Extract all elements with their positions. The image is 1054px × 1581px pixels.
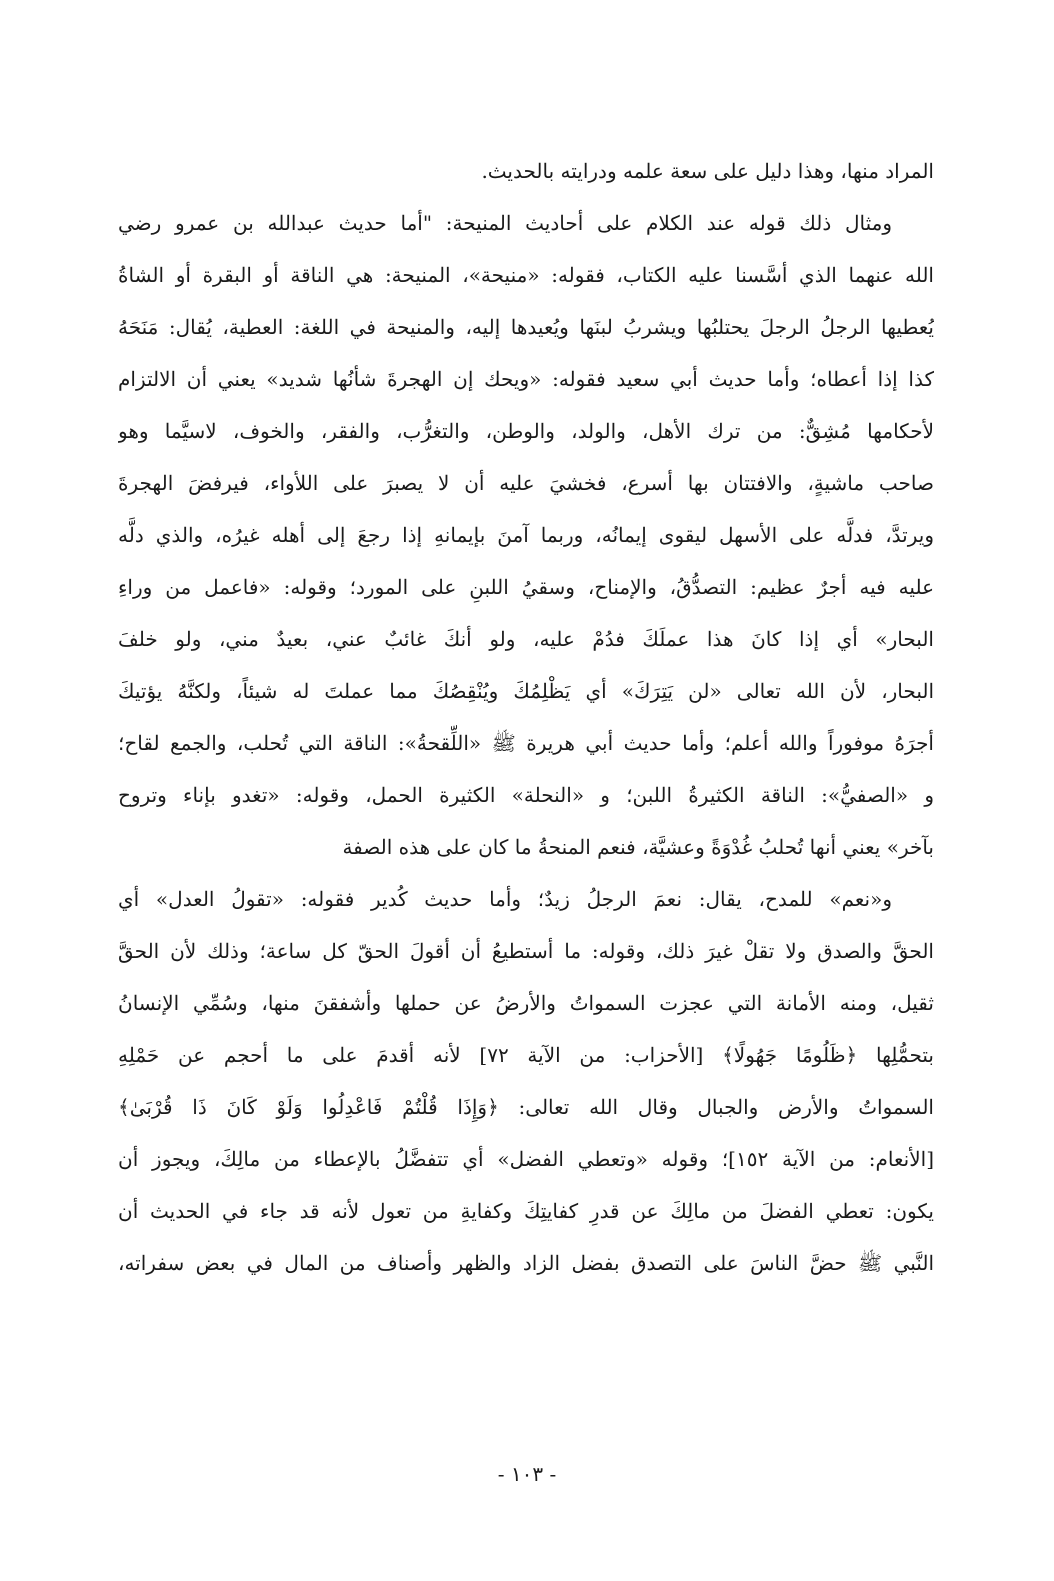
text-line: عليه فيه أجرٌ عظيم: التصدُّقُ، والإمناح، وسقيُ اللبنِ على المورد؛ وقوله: «فاعمل من وراءِ [118, 575, 934, 599]
text-line: السمواتُ والأرض والجبال وقال الله تعالى: ﴿وَإِذَا قُلْتُمْ فَاعْدِلُوا وَلَوْ كَانَ ذَا قُرْبَىٰ﴾ [118, 1095, 934, 1119]
text-line: كذا إذا أعطاه؛ وأما حديث أبي سعيد فقوله: «ويحك إن الهجرةَ شأنُها شديد» يعني أن الالتزام [118, 367, 934, 391]
text-line: يُعطيها الرجلُ الرجلَ يحتلبُها ويشربُ لبنَها ويُعيدها إليه، والمنيحة في اللغة: العطية، يُقال: مَنَحَهُ [118, 315, 934, 339]
text-line: و«نعم» للمدح، يقال: نعمَ الرجلُ زيدٌ؛ وأما حديث كُدير فقوله: «تقولُ العدل» أي [118, 887, 892, 911]
text-line: ويرتدَّ، فدلَّه على الأسهل ليقوى إيمانُه، وربما آمنَ بإيمانهِ إذا رجعَ إلى أهله غيرُه، والذي دلَّه [118, 523, 934, 547]
text-line: أجرَهُ موفوراً والله أعلم؛ وأما حديث أبي هريرة ﷺ «اللِّقحةُ»: الناقة التي تُحلب، والجمع لقاح؛ [118, 731, 934, 755]
body-text [118, 145, 934, 1289]
text-line: و «الصفيُّ»: الناقة الكثيرةُ اللبن؛ و «النحلة» الكثيرة الحمل، وقوله: «تغدو بإناء وتروح [118, 783, 934, 807]
text-line: النَّبي ﷺ حضَّ الناسَ على التصدق بفضل الزاد والظهر وأصناف من المال في بعض سفراته، [118, 1251, 934, 1275]
text-line: بآخر» يعني أنها تُحلبُ غُدْوَةً وعشيَّة، فنعم المنحةُ ما كان على هذه الصفة [342, 835, 934, 859]
text-line: البحار» أي إذا كانَ هذا عملَكَ فدُمْ عليه، ولو أنكَ غائبٌ عني، بعيدٌ مني، ولو خلفَ [118, 627, 934, 651]
text-line: الحقَّ والصدق ولا تقلْ غيرَ ذلك، وقوله: ما أستطيعُ أن أقولَ الحقّ كل ساعة؛ وذلك لأن الحقَّ [118, 939, 934, 963]
text-line: البحار، لأن الله تعالى «لن يَتِرَكَ» أي يَظْلِمُكَ ويُنْقِصُكَ مما عملتَ له شيئاً، ولكنَّهُ يؤتيكَ [118, 679, 934, 703]
page-number: - ١٠٣ - [497, 1462, 557, 1486]
text-line: ثقيل، ومنه الأمانة التي عجزت السمواتُ والأرضُ عن حملها وأشفقنَ منها، وسُمِّي الإنسانُ [118, 991, 934, 1015]
text-line: ومثال ذلك قوله عند الكلام على أحاديث المنيحة: "أما حديث عبدالله بن عمرو رضي [118, 211, 892, 235]
text-line: بتحمُّلِها ﴿ظَلُومًا جَهُولًا﴾ [الأحزاب: من الآية ٧٢] لأنه أقدمَ على ما أحجم عن حَمْلِهِ [118, 1043, 934, 1067]
text-line: [الأنعام: من الآية ١٥٢]؛ وقوله «وتعطي الفضل» أي تتفضَّلُ بالإعطاء من مالِكَ، ويجوز أن [118, 1147, 934, 1171]
text-line: الله عنهما الذي أسَّسنا عليه الكتاب، فقوله: «منيحة»، المنيحة: هي الناقة أو البقرة أو الشاةُ [118, 263, 934, 287]
text-line: يكون: تعطي الفضلَ من مالِكَ عن قدرِ كفايتِكَ وكفايةِ من تعول لأنه قد جاء في الحديث أن [118, 1199, 934, 1223]
text-line: المراد منها، وهذا دليل على سعة علمه ودرايته بالحديث. [481, 159, 934, 183]
text-line: لأحكامها مُشِقٌّ: من ترك الأهل، والولد، والوطن، والتغرُّب، والفقر، والخوف، لاسيَّما وهو [118, 419, 934, 443]
text-line: صاحب ماشيةٍ، والافتتان بها أسرع، فخشيَ عليه أن لا يصبرَ على اللأواء، فيرفضَ الهجرةَ [118, 471, 934, 495]
